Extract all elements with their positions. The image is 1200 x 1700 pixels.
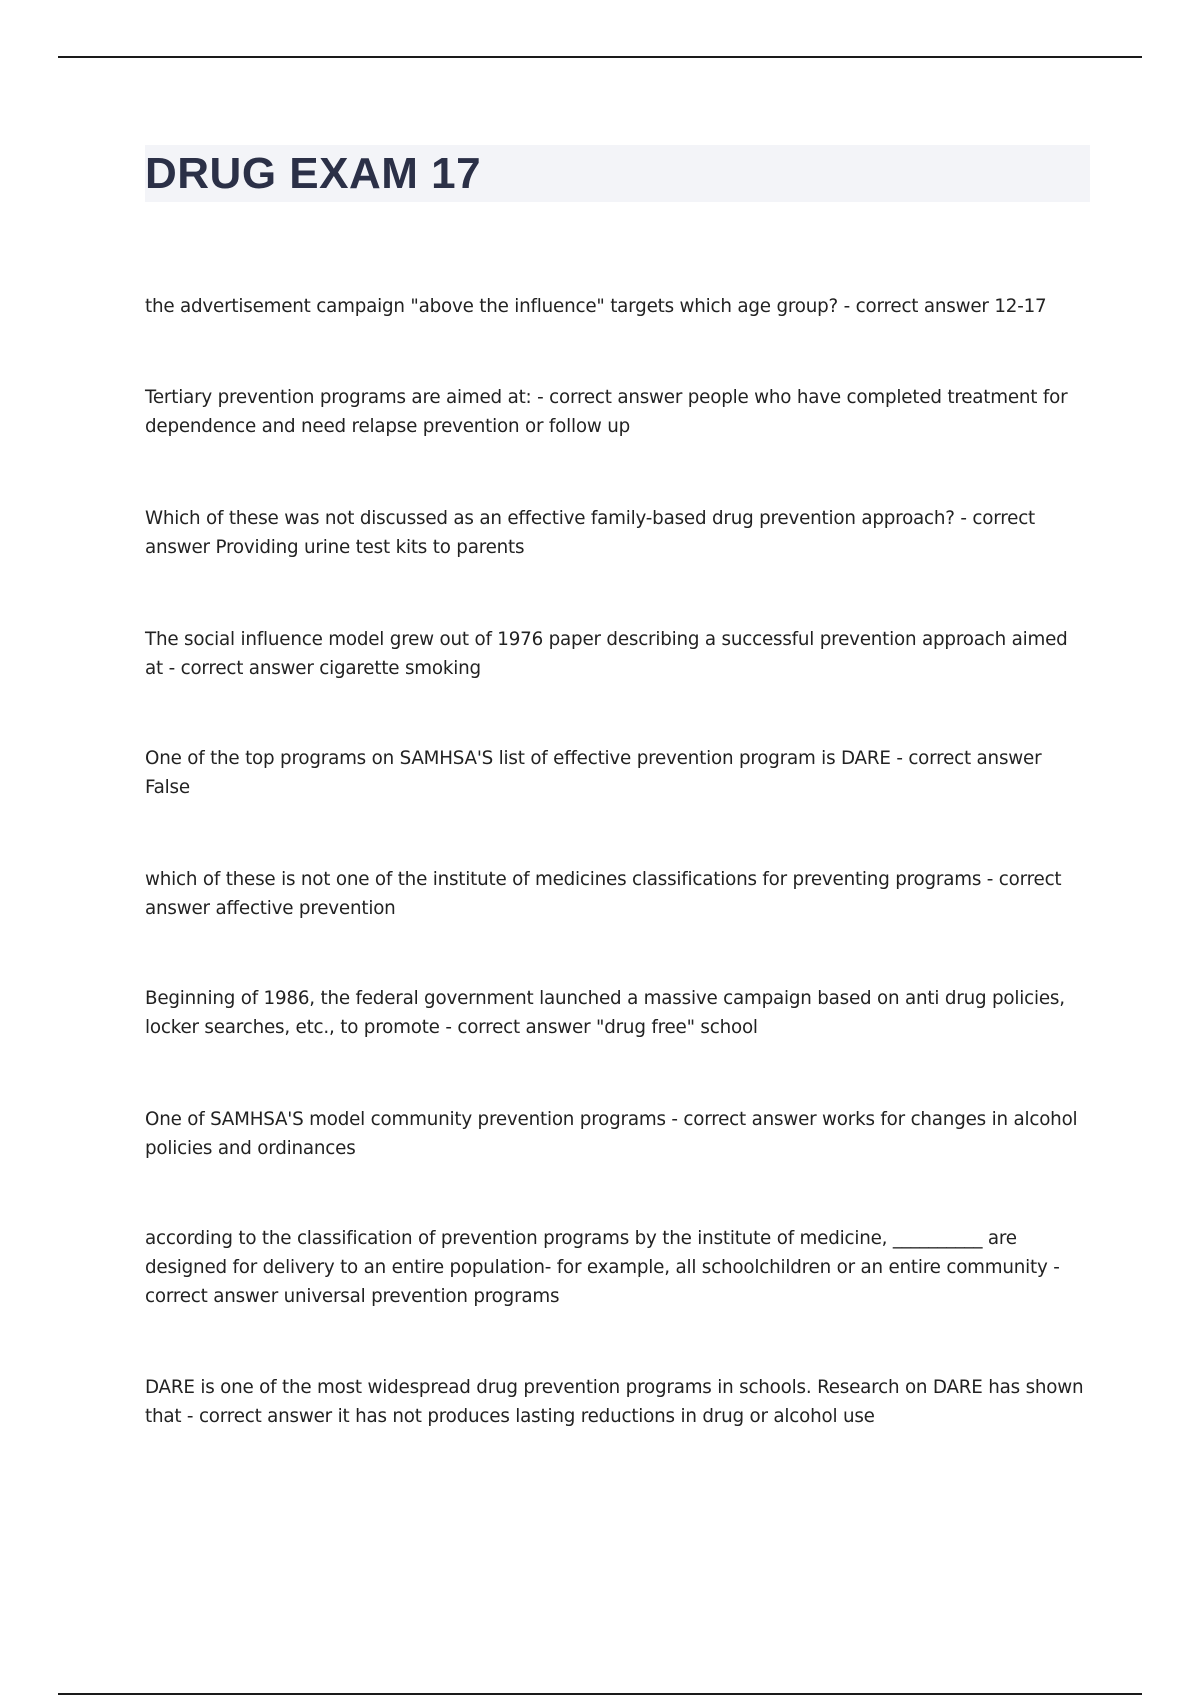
qa-item-6: which of these is not one of the institute of medicines classifications for preventing programs - correct answer affective prevention (145, 869, 1062, 919)
top-rule (58, 56, 1142, 58)
qa-item-8: One of SAMHSA'S model community prevention programs - correct answer works for changes in alcohol policies and ordinances (145, 1109, 1078, 1159)
qa-item-2: Tertiary prevention programs are aimed at: - correct answer people who have completed treatment for dependence and need relapse prevention or follow up (145, 387, 1068, 437)
qa-item-9: according to the classification of prevention programs by the institute of medicine, __________ are designed for delivery to an entire population- for example, all schoolchildren or an entire community - correct answer universal prevention programs (145, 1228, 1060, 1307)
page-title: DRUG EXAM 17 (145, 149, 482, 198)
qa-item-5: One of the top programs on SAMHSA'S list of effective prevention program is DARE - correct answer False (145, 748, 1042, 798)
qa-item-3: Which of these was not discussed as an effective family-based drug prevention approach? - correct answer Providing urine test kits to parents (145, 508, 1036, 558)
qa-item-1: the advertisement campaign "above the influence" targets which age group? - correct answer 12-17 (145, 296, 1047, 317)
bottom-rule (58, 1693, 1142, 1695)
qa-item-4: The social influence model grew out of 1976 paper describing a successful prevention approach aimed at - correct answer cigarette smoking (145, 629, 1068, 679)
qa-item-10: DARE is one of the most widespread drug prevention programs in schools. Research on DARE has shown that - correct answer it has not produces lasting reductions in drug or alcohol use (145, 1377, 1084, 1427)
qa-item-7: Beginning of 1986, the federal government launched a massive campaign based on anti drug policies, locker searches, etc., to promote - correct answer "drug free" school (145, 988, 1065, 1038)
